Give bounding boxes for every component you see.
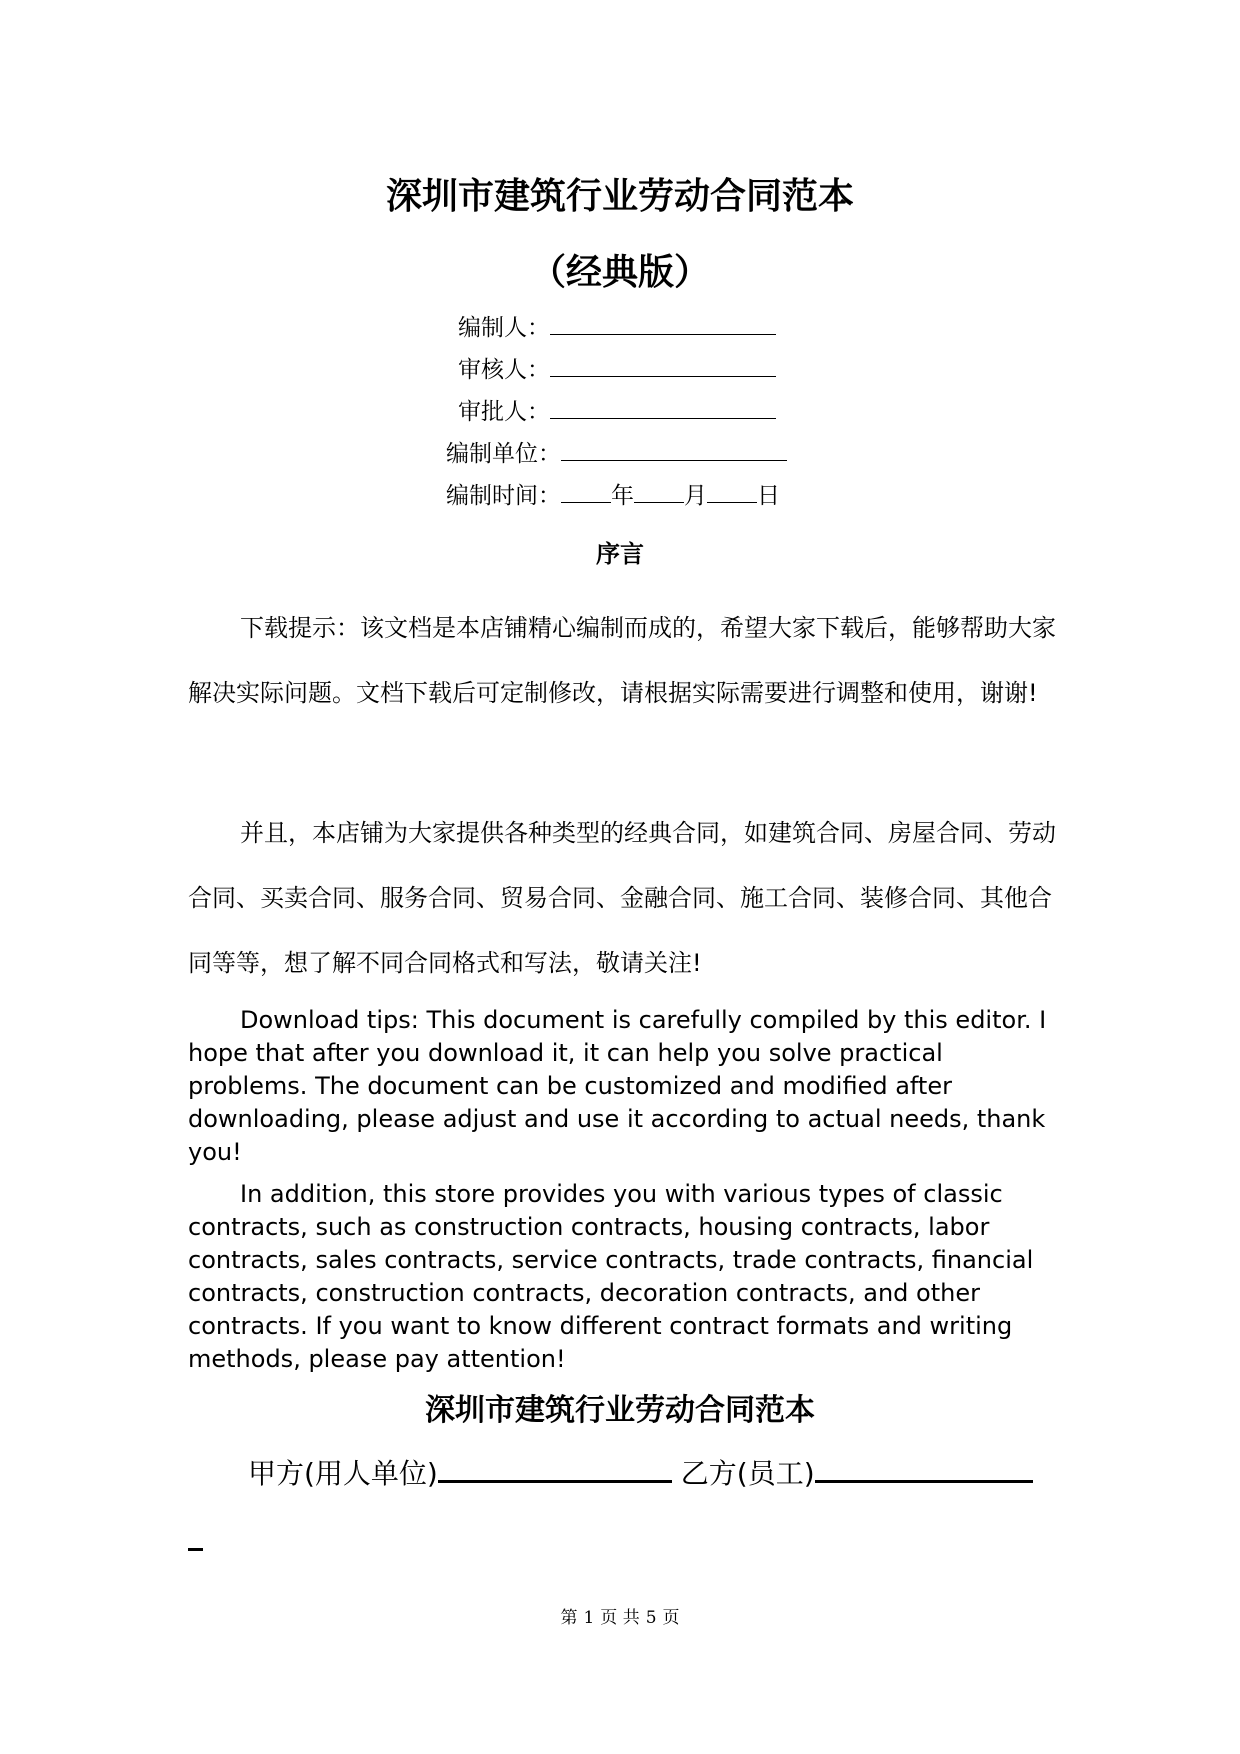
preface-cn-paragraph-1: [188, 596, 1068, 726]
page-footer: [0, 1606, 1240, 1630]
party-a-label: 甲方(用人单位): [248, 1457, 438, 1490]
compiler-row: [458, 310, 776, 344]
party-row: [248, 1450, 1033, 1494]
preface-cn-paragraph-2: [188, 801, 1068, 996]
document-subtitle: （经典版）: [529, 251, 710, 293]
party-line-continuation: [188, 1548, 203, 1551]
year-blank-line: [561, 478, 611, 503]
approver-label: 审批人：: [458, 399, 550, 425]
month-blank-line: [634, 478, 684, 503]
preface-title: 序言: [596, 540, 644, 568]
page-suffix: 页: [662, 1608, 680, 1628]
page-mid: 页 共: [600, 1608, 640, 1628]
reviewer-label: 审核人：: [458, 357, 550, 383]
unit-blank-line: [561, 436, 787, 461]
compiler-blank-line: [550, 310, 776, 335]
page-total: 5: [645, 1608, 657, 1628]
unit-row: [446, 436, 787, 470]
party-a-blank-line: [438, 1450, 672, 1483]
document-title: 深圳市建筑行业劳动合同范本: [385, 175, 854, 217]
year-label: 年: [611, 483, 634, 509]
preface-en-paragraph-2: [188, 1178, 1068, 1376]
reviewer-blank-line: [550, 352, 776, 377]
preface-en-paragraph-1-text: Download tips: This document is carefully compiled by this editor. I hope that after you download it, it can help you solve practical problems. The document can be customized and modified after downloading, please adjust and use it according to actual needs, thank you!: [188, 1006, 1047, 1166]
unit-label: 编制单位：: [446, 441, 561, 467]
party-b-label: 乙方(员工): [680, 1457, 815, 1490]
approver-row: [458, 394, 776, 428]
preface-en-paragraph-1: [188, 1004, 1068, 1169]
compiler-label: 编制人：: [458, 315, 550, 341]
reviewer-row: [458, 352, 776, 386]
preface-en-paragraph-2-text: In addition, this store provides you with various types of classic contracts, such as construction contracts, housing contracts, labor contracts, sales contracts, service contracts, trade contracts, financial contracts, construction contracts, decoration contracts, and other contracts. If you want to know different contract formats and writing methods, please pay attention!: [188, 1180, 1034, 1373]
page-prefix: 第: [560, 1608, 578, 1628]
time-row: [446, 478, 780, 512]
day-label: 日: [757, 483, 780, 509]
preface-cn-paragraph-2-text: 并且，本店铺为大家提供各种类型的经典合同，如建筑合同、房屋合同、劳动合同、买卖合同、服务合同、贸易合同、金融合同、施工合同、装修合同、其他合同等等，想了解不同合同格式和写法，敬请关注!: [188, 819, 1056, 977]
time-label: 编制时间：: [446, 483, 561, 509]
page-current: 1: [583, 1608, 595, 1628]
month-label: 月: [684, 483, 707, 509]
day-blank-line: [707, 478, 757, 503]
contract-title: 深圳市建筑行业劳动合同范本: [425, 1393, 815, 1428]
approver-blank-line: [550, 394, 776, 419]
party-b-blank-line: [815, 1450, 1033, 1483]
preface-cn-paragraph-1-text: 下载提示：该文档是本店铺精心编制而成的，希望大家下载后，能够帮助大家解决实际问题。文档下载后可定制修改，请根据实际需要进行调整和使用，谢谢!: [188, 614, 1056, 707]
